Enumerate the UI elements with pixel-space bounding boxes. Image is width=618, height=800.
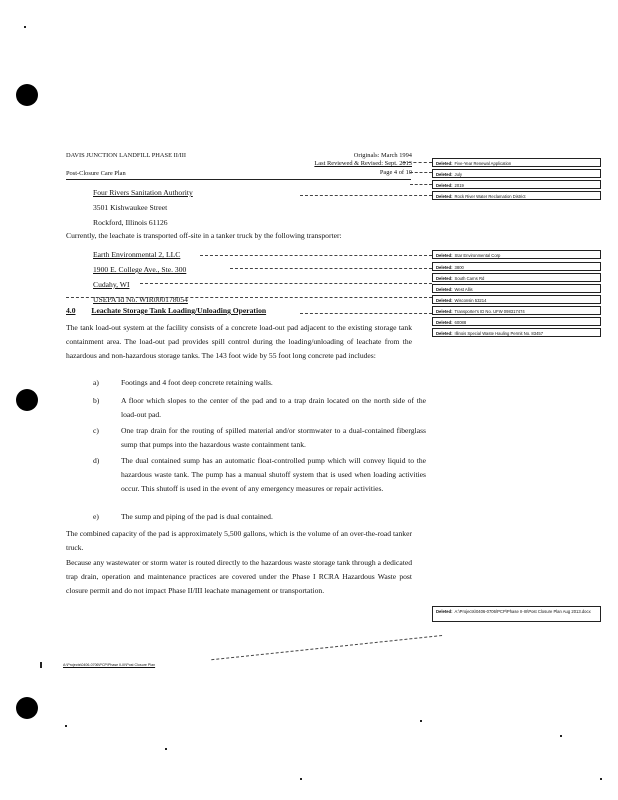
header-rule [66, 179, 411, 180]
address-2-epa-id: USEPA Id No. WIR000178054 [93, 295, 188, 304]
scan-speck [165, 748, 167, 750]
revision-connector-line [403, 162, 432, 163]
binder-hole-bottom [16, 697, 38, 719]
scan-speck [420, 720, 422, 722]
revision-connector-line [410, 184, 432, 185]
footer-bar [40, 662, 42, 668]
address-2-name: Earth Environmental 2, LLC [93, 250, 181, 259]
section-heading [66, 304, 266, 318]
scan-speck [300, 778, 302, 780]
revision-connector-line [300, 195, 432, 196]
address-block-1 [93, 185, 193, 230]
deletion-balloon[interactable]: Deleted: South Carns Rd [432, 273, 601, 282]
header-subtitle: Post-Closure Care Plan [66, 170, 126, 177]
address-1-name: Four Rivers Sanitation Authority [93, 188, 193, 197]
list-item-letter: c) [93, 426, 99, 435]
paragraph-capacity: The combined capacity of the pad is approximately 5,500 gallons, which is the volume of an over-the-road tanker truck. [66, 529, 412, 553]
section-number: 4.0 [66, 306, 76, 315]
deletion-balloon[interactable]: Deleted: Illinois Special Waste Hauling Permit No. 83457 [432, 328, 601, 337]
scan-speck [600, 778, 602, 780]
header-title: DAVIS JUNCTION LANDFILL PHASE II/III [66, 152, 186, 159]
revision-connector-line [140, 283, 432, 284]
transport-intro: Currently, the leachate is transported off-site in a tanker truck by the following transporter: [66, 231, 342, 240]
header-originals: Originals: March 1994 [353, 152, 412, 159]
address-1-city: Rockford, Illinois 61126 [93, 218, 168, 227]
header-page-number: Page 4 of 10 [379, 169, 412, 176]
address-1-street: 3501 Kishwaukee Street [93, 203, 168, 212]
deletion-balloon[interactable]: Deleted: 60088 [432, 317, 601, 326]
list-item-text: One trap drain for the routing of spilled material and/or stormwater to a dual-contained fiberglass sump that pumps into the hazardous waste containment tank. [121, 426, 426, 450]
deletion-balloon[interactable]: Deleted: 2019 [432, 180, 601, 189]
scan-speck [24, 26, 26, 28]
deletion-balloon[interactable]: Deleted: 3800 [432, 262, 601, 271]
deletion-balloon[interactable]: Deleted: West Allis [432, 284, 601, 293]
revision-connector-line [66, 297, 432, 298]
deletion-balloon[interactable]: Deleted: Transporter's ID No. UFW 098317474 [432, 306, 601, 315]
list-item-letter: b) [93, 396, 100, 405]
revision-connector-line [200, 255, 432, 256]
header-revised: Last Reviewed & Revised: Sept. 2013 [314, 160, 412, 167]
deletion-balloon[interactable]: Deleted: Wisconsin 53214 [432, 295, 601, 304]
list-item-text: Footings and 4 foot deep concrete retaining walls. [121, 378, 273, 387]
scan-speck [65, 725, 67, 727]
address-block-2 [93, 247, 188, 307]
address-2-street: 1900 E. College Ave., Ste. 300 [93, 265, 187, 274]
footer-path: A:\Projects\0406-0706\PCP\Phase II-III\Post Closure Plan [63, 663, 156, 667]
list-item-letter: a) [93, 378, 99, 387]
revision-connector-diagonal [211, 635, 442, 660]
paragraph-load-out: The tank load-out system at the facility consists of a concrete load-out pad adjacent to the existing storage tank containment area. The load-out pad provides spill control during the loading/unloading of leachate from the hazardous and non-hazardous storage tanks. The 143 foot wide by 55 foot long concrete pad includes: [66, 323, 412, 361]
list-item-text: A floor which slopes to the center of the pad and to a trap drain located on the north side of the load-out pad. [121, 396, 426, 420]
deletion-balloon[interactable]: Deleted: July [432, 169, 601, 178]
revision-connector-line [230, 268, 432, 269]
list-item-text: The dual contained sump has an automatic float-controlled pump which will convey liquid to the hazardous waste tank. The pump has a manual shutoff system that is used when loading activities occur. This shutoff is used in the event of any emergency measures or repair activities. [121, 456, 426, 494]
address-2-city: Cudahy, WI [93, 280, 130, 289]
binder-hole-middle [16, 389, 38, 411]
list-item-letter: e) [93, 512, 99, 521]
list-item-letter: d) [93, 456, 100, 465]
paragraph-routing: Because any wastewater or storm water is routed directly to the hazardous waste storage tank through a dedicated trap drain, operation and maintenance practices are covered under the Phase I RCRA Hazardous Waste post closure permit and do not impact Phase II/III leachate management or transportation. [66, 558, 412, 596]
revision-connector-line [410, 172, 432, 173]
list-item-text: The sump and piping of the pad is dual contained. [121, 512, 273, 521]
revision-connector-line [300, 313, 432, 314]
deletion-balloon[interactable]: Deleted: A:\Projects\0406-0706\PCP\Phase II-III\Post Closure Plan Aug 2013.docx [432, 606, 601, 622]
scan-speck [560, 735, 562, 737]
deletion-balloon[interactable]: Deleted: Rock River Water Reclamation District [432, 191, 601, 200]
binder-hole-top [16, 84, 38, 106]
deletion-balloon[interactable]: Deleted: Five-Year Renewal Application [432, 158, 601, 167]
deletion-balloon[interactable]: Deleted: Star Environmental Corp [432, 250, 601, 259]
section-title: Leachate Storage Tank Loading/Unloading Operation [91, 306, 267, 315]
